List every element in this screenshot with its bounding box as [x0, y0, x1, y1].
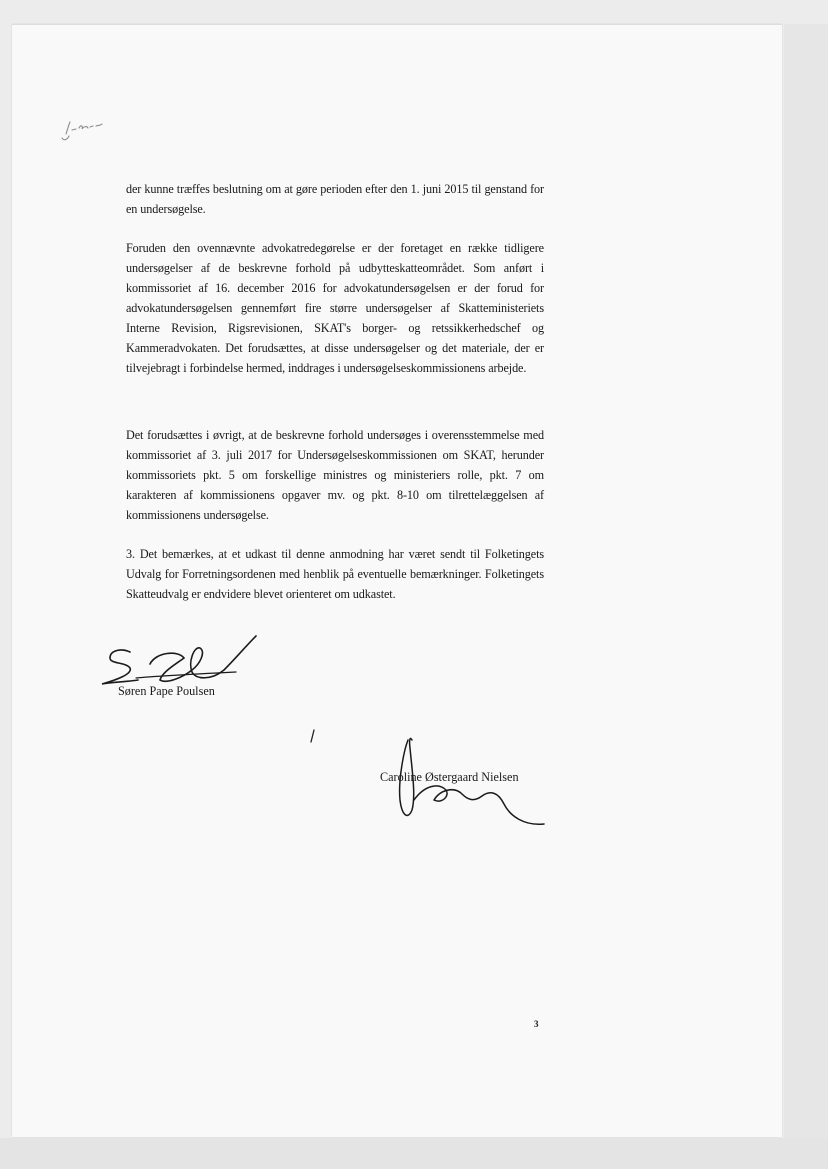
page-number: 3: [534, 1019, 539, 1029]
paragraph-committee-consultation: 3. Det bemærkes, at et udkast til denne anmodning har været sendt til Folketingets Udvalg for Forretningsordenen med henblik på eventuelle bemærkninger. Folketingets Skatteudvalg er endvidere blevet orienteret om udkastet.: [126, 547, 544, 601]
signature-icon-caroline: [388, 730, 550, 834]
scan-edge-bottom: [0, 1138, 828, 1169]
handwritten-mark-icon: [308, 728, 318, 744]
paragraph-mandate-compliance: Det forudsættes i øvrigt, at de beskrevne forhold undersøges i overensstemmelse med kommissoriet af 3. juli 2017 for Undersøgelseskommissionen om SKAT, herunder kommissoriets pkt. 5 om forskellige ministres og ministeriers rolle, pkt. 7 om karakteren af kommissionens opgaver mv. og pkt. 8-10 om tilrettelæggelsen af kommissionens undersøgelse.: [126, 428, 544, 522]
paragraph-prior-investigations: Foruden den ovennævnte advokatredegørelse er der foretaget en række tidligere undersøgelser af de beskrevne forhold på udbytteskatteområdet. Som anført i kommissoriet af 16. december 2016 for advokatundersøgelsen er der forud for advokatundersøgelsen gennemført fire større undersøgelser af Skatteministeriets Interne Revision, Rigsrevisionen, SKAT's borger- og retssikkerhedschef og Kammeradvokaten. Det forudsættes, at disse undersøgelser og det materiale, der er tilvejebragt i forbindelse hermed, inddrages i undersøgelseskommissionens arbejde.: [126, 241, 544, 375]
signatory-name-2: Caroline Østergaard Nielsen: [380, 770, 519, 784]
paragraph-period-decision: der kunne træffes beslutning om at gøre perioden efter den 1. juni 2015 til genstand for en undersøgelse.: [126, 182, 544, 216]
handwritten-margin-note-icon: [60, 114, 120, 144]
signatory-name-1: Søren Pape Poulsen: [118, 684, 215, 698]
scan-edge-right: [784, 24, 828, 1138]
